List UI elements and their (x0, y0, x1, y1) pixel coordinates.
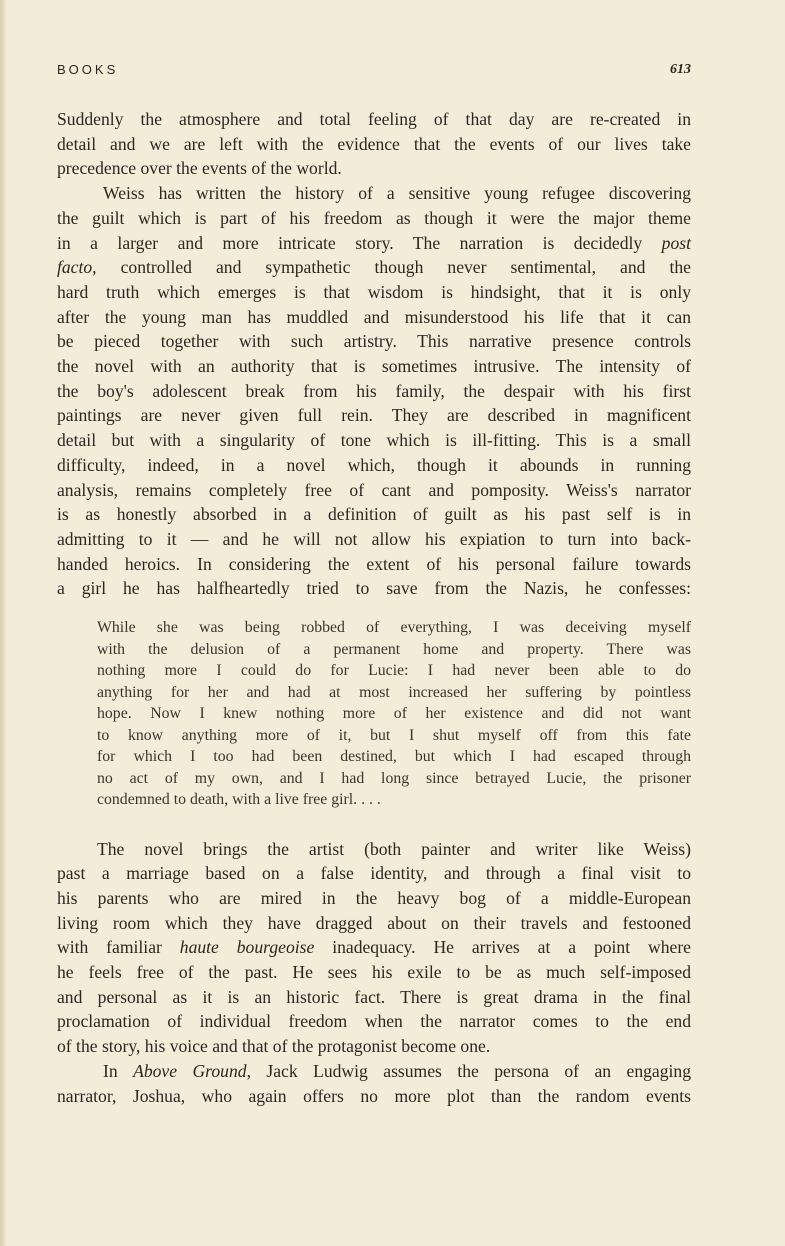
quote-line: for which I too had been destined, but which I had escaped through (97, 748, 691, 766)
text-line: detail but with a singularity of tone which is ill-fitting. This is a small (57, 430, 691, 451)
text-line: he feels free of the past. He sees his exile to be as much self-imposed (57, 962, 691, 983)
quote-line: hope. Now I knew nothing more of her existence and did not want (97, 705, 691, 723)
text-segment: In (103, 1060, 134, 1081)
text-segment: , Jack Ludwig assumes the persona of an engaging (246, 1060, 691, 1081)
quote-line: to know anything more of it, but I shut myself off from this fate (97, 726, 691, 744)
text-line: narrator, Joshua, who again offers no more plot than the random events (57, 1085, 691, 1106)
text-line (57, 1059, 691, 1084)
italic-phrase: post (661, 232, 691, 253)
text-line: Weiss has written the history of a sensitive young refugee discovering (103, 183, 691, 204)
text-line: The novel brings the artist (both painter and writer like Weiss) (97, 838, 691, 859)
italic-phrase: haute bourgeoise (179, 937, 315, 958)
text-line: a girl he has halfheartedly tried to save from the Nazis, he confesses: (57, 578, 691, 599)
text-line (57, 935, 691, 960)
italic-phrase: Above Ground (133, 1060, 247, 1081)
text-line: admitting to it — and he will not allow his expiation to turn into back- (57, 528, 691, 549)
text-segment: in a larger and more intricate story. The narration is decidedly (57, 232, 662, 253)
text-line: past a marriage based on a false identity, and through a final visit to (57, 863, 691, 884)
running-head (57, 62, 691, 82)
quote-line: with the delusion of a permanent home and property. There was (97, 640, 691, 658)
paragraph-1 (57, 107, 691, 181)
text-segment: controlled and sympathetic though never sentimental, and the (120, 257, 691, 278)
text-line: the guilt which is part of his freedom as though it were the major theme (57, 207, 691, 228)
text-line: living room which they have dragged about on their travels and festooned (57, 912, 691, 933)
text-line: detail and we are left with the evidence that the events of our lives take (57, 133, 691, 154)
paragraph-4 (57, 1059, 691, 1108)
paragraph-2 (57, 181, 691, 601)
text-line (57, 231, 691, 256)
quote-line: condemned to death, with a live free girl. . . . (97, 791, 381, 809)
quote-line: While she was being robbed of everything, I was deceiving myself (97, 619, 691, 637)
text-line: hard truth which emerges is that wisdom is hindsight, that it is only (57, 281, 691, 302)
quote-line: nothing more I could do for Lucie: I had never been able to do (97, 662, 691, 680)
italic-phrase: facto, (57, 257, 97, 278)
text-line: is as honestly absorbed in a definition of guilt as his past self is in (57, 504, 691, 525)
text-line: precedence over the events of the world. (57, 158, 342, 179)
paragraph-3 (57, 837, 691, 1059)
page-edge (0, 0, 7, 1246)
text-line: his parents who are mired in the heavy bog of a middle-European (57, 887, 691, 908)
text-line: Suddenly the atmosphere and total feeling of that day are re-created in (57, 109, 691, 129)
text-line: difficulty, indeed, in a novel which, though it abounds in running (57, 454, 691, 475)
text-line: analysis, remains completely free of cant and pomposity. Weiss's narrator (57, 479, 691, 500)
text-segment: with familiar (57, 937, 180, 958)
text-line: the novel with an authority that is sometimes intrusive. The intensity of (57, 356, 691, 377)
text-line: the boy's adolescent break from his family, the despair with his first (57, 380, 691, 401)
text-line: be pieced together with such artistry. This narrative presence controls (57, 331, 691, 352)
section-title: BOOKS (57, 62, 119, 77)
text-line: and personal as it is an historic fact. There is great drama in the final (57, 986, 691, 1007)
quote-line: anything for her and had at most increased her suffering by pointless (97, 683, 691, 701)
text-line (57, 255, 691, 280)
text-line: after the young man has muddled and misunderstood his life that it can (57, 306, 691, 327)
text-line: proclamation of individual freedom when the narrator comes to the end (57, 1011, 691, 1032)
page-body (57, 107, 691, 1108)
text-segment: inadequacy. He arrives at a point where (314, 937, 691, 958)
page-number: 613 (670, 62, 691, 77)
text-line: handed heroics. In considering the extent of his personal failure towards (57, 553, 691, 574)
block-quote (97, 617, 691, 811)
quote-line: no act of my own, and I had long since betrayed Lucie, the prisoner (97, 769, 691, 787)
text-line: paintings are never given full rein. They are described in magnificent (57, 405, 691, 426)
text-line: of the story, his voice and that of the protagonist become one. (57, 1036, 491, 1057)
